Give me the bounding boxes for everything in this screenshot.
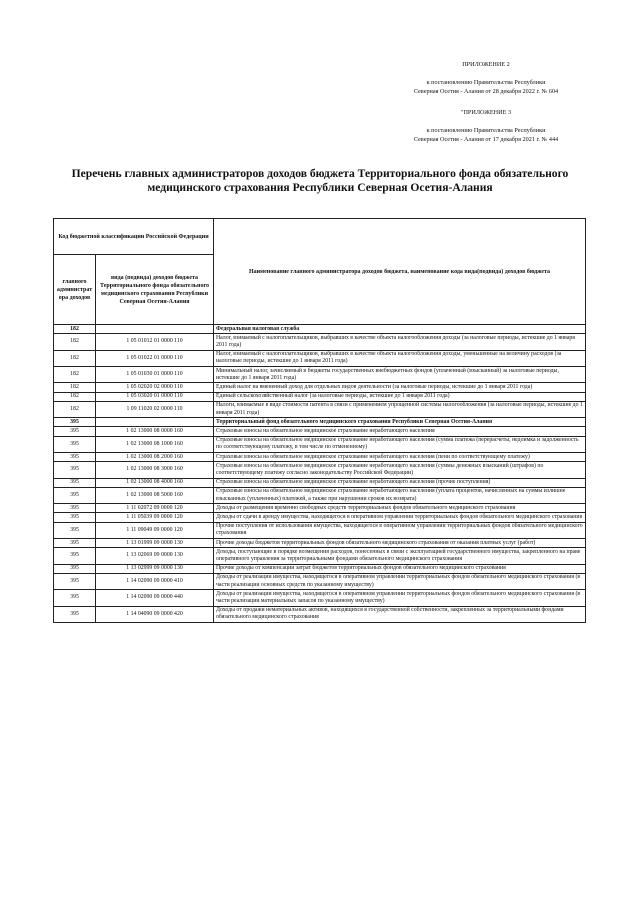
revenue-name-cell: Страховые взносы на обязательное медицинское страхование неработающего населения [214,427,586,436]
admin-code-cell: 395 [54,478,96,487]
table-row [54,392,586,401]
revenue-name-cell: Налог, взимаемый с налогоплательщиков, выбравших в качестве объекта налогообложения доходы (за налоговые периоды, истекшие до 1 января 2011 года) [214,334,586,350]
revenue-code-cell: 1 09 11020 02 0000 110 [96,401,214,417]
table-row [54,350,586,366]
admin-code-cell: 395 [54,504,96,513]
admin-code-cell: 182 [54,367,96,383]
table-row [54,590,586,606]
table-row [54,401,586,417]
appendix-2-line-1: к постановлению Правительства Республики [426,79,546,86]
admin-code-cell: 395 [54,522,96,538]
revenue-name-cell: Территориальный фонд обязательного медицинского страхования Республики Северная Осетия-Алания [214,418,586,427]
document-title-line-2: медицинского страхования Республики Северная Осетия-Алания [147,181,493,194]
administrators-table [53,218,586,623]
revenue-code-cell: 1 13 02999 09 0000 130 [96,564,214,573]
table-body [54,325,586,623]
admin-code-cell: 182 [54,350,96,366]
revenue-code-cell [96,325,214,334]
revenue-name-cell: Страховые взносы на обязательное медицинское страхование неработающего населения (сумма платежа (перерасчеты, недоимка и задолженность по соответствующему платежу, в том числе по отмененному) [214,436,586,452]
admin-code-cell: 395 [54,606,96,622]
revenue-code-cell: 1 05 03020 01 0000 110 [96,392,214,401]
revenue-name-cell: Прочие поступления от использования имущества, находящегося в оперативном управлении территориальных фондов обязательного медицинского страхования [214,522,586,538]
admin-code-cell: 395 [54,453,96,462]
admin-code-cell: 182 [54,325,96,334]
table-row [54,453,586,462]
revenue-name-cell: Прочие доходы от компенсации затрат бюджетов территориальных фондов обязательного медицинского страхования [214,564,586,573]
appendix-3-block [376,108,596,144]
revenue-code-cell: 1 14 02090 09 0000 440 [96,590,214,606]
admin-code-cell: 182 [54,334,96,350]
table-row [54,334,586,350]
table-row [54,573,586,589]
revenue-name-cell: Единый налог на вмененный доход для отдельных видов деятельности (за налоговые периоды, истекшие до 1 января 2011 года) [214,383,586,392]
revenue-name-cell: Страховые взносы на обязательное медицинское страхование неработающего населения (суммы денежных взысканий (штрафов) по соответствующему платежу согласно законодательству Российской Федерации) [214,462,586,478]
revenue-name-cell: Единый сельскохозяйственный налог (за налоговые периоды, истекшие до 1 января 2011 года) [214,392,586,401]
table-row [54,487,586,503]
header-admin-column: главного администрат ора доходов [54,255,96,325]
header-bcc-group: Код бюджетной классификации Российской Федерации [54,219,214,255]
revenue-name-cell: Доходы от сдачи в аренду имущества, находящегося в оперативном управлении территориальных фондов обязательного медицинского страхования [214,513,586,522]
revenue-name-cell: Федеральная налоговая служба [214,325,586,334]
revenue-name-cell: Минимальный налог, зачисляемый в бюджеты государственных внебюджетных фондов (уплаченный (взысканный) за налоговые периоды, истекшие до 1 января 2011 года) [214,367,586,383]
table-row [54,513,586,522]
admin-code-cell: 182 [54,383,96,392]
table-row [54,325,586,334]
revenue-name-cell: Доходы, поступающие в порядке возмещения расходов, понесенных в связи с эксплуатацией государственного имущества, закрепленного на праве оперативного управления за территориальными фондами обязательного медицинского страхования [214,548,586,564]
revenue-code-cell: 1 05 01022 01 0000 110 [96,350,214,366]
revenue-name-cell: Страховые взносы на обязательное медицинское страхование неработающего населения (прочие поступления) [214,478,586,487]
table-row [54,539,586,548]
revenue-code-cell: 1 14 02090 09 0000 410 [96,573,214,589]
table-row [54,478,586,487]
table-row [54,548,586,564]
admin-code-cell: 395 [54,436,96,452]
admin-code-cell: 395 [54,590,96,606]
header-name-column: Наименование главного администратора доходов бюджета, наименование кода вида(подвида) доходов бюджета [214,219,586,325]
admin-code-cell: 395 [54,427,96,436]
revenue-code-cell: 1 13 02069 09 0000 130 [96,548,214,564]
admin-code-cell: 395 [54,573,96,589]
table-row [54,383,586,392]
revenue-code-cell: 1 02 13000 08 5000 160 [96,487,214,503]
revenue-code-cell: 1 05 02020 02 0000 110 [96,383,214,392]
revenue-name-cell: Доходы от размещения временно свободных средств территориальных фондов обязательного медицинского страхования [214,504,586,513]
revenue-name-cell: Налоги, взимаемые в виде стоимости патента в связи с применением упрощенной системы налогообложения (за налоговые периоды, истекшие до 1 января 2011 года) [214,401,586,417]
appendix-2-block [376,60,596,96]
table-row [54,427,586,436]
appendix-3-title: "ПРИЛОЖЕНИЕ 3 [460,109,512,116]
admin-code-cell: 395 [54,548,96,564]
revenue-name-cell: Доходы от продажи нематериальных активов, находящихся в государственной собственности, закрепленных за территориальными фондами обязательного медицинского страхования [214,606,586,622]
revenue-code-cell: 1 02 13000 08 4000 160 [96,478,214,487]
revenue-code-cell: 1 13 01999 09 0000 130 [96,539,214,548]
revenue-code-cell: 1 05 01030 01 0000 110 [96,367,214,383]
revenue-name-cell: Страховые взносы на обязательное медицинское страхование неработающего населения (пени по соответствующему платежу) [214,453,586,462]
revenue-code-cell: 1 02 13000 08 0000 160 [96,427,214,436]
revenue-name-cell: Налог, взимаемый с налогоплательщиков, выбравших в качестве объекта налогообложения доходы, уменьшенные на величину расходов (за налоговые периоды, истекшие до 1 января 2011 года) [214,350,586,366]
revenue-code-cell: 1 11 09049 09 0000 120 [96,522,214,538]
table-row [54,462,586,478]
revenue-code-cell: 1 11 05039 09 0000 120 [96,513,214,522]
revenue-code-cell: 1 14 04090 09 0000 420 [96,606,214,622]
revenue-code-cell: 1 02 13000 08 2000 160 [96,453,214,462]
table-row [54,418,586,427]
revenue-name-cell: Доходы от реализации имущества, находящегося в оперативном управлении территориальных фондов обязательного медицинского страхования (в части реализации материальных запасов по указанному имуществу) [214,590,586,606]
revenue-name-cell: Доходы от реализации имущества, находящегося в оперативном управлении территориальных фондов обязательного медицинского страхования (в части реализации основных средств по указанному имуществу) [214,573,586,589]
revenue-name-cell: Прочие доходы бюджетов территориальных фондов обязательного медицинского страхования от оказания платных услуг (работ) [214,539,586,548]
revenue-code-cell: 1 02 13000 08 1000 160 [96,436,214,452]
document-title-line-1: Перечень главных администраторов доходов бюджета Территориального фонда обязательного [71,167,569,180]
admin-code-cell: 182 [54,392,96,401]
table-row [54,564,586,573]
header-code-column: вида (подвида) доходов бюджета Территориального фонда обязательного медицинского страхования Республики Северная Осетия-Алания [96,255,214,325]
appendix-2-line-2: Северная Осетия - Алания от 28 декабря 2022 г. № 604 [413,88,559,95]
admin-code-cell: 395 [54,418,96,427]
admin-code-cell: 395 [54,487,96,503]
admin-code-cell: 395 [54,513,96,522]
admin-code-cell: 395 [54,564,96,573]
table-row [54,504,586,513]
admin-code-cell: 395 [54,539,96,548]
revenue-code-cell: 1 02 13000 08 3000 160 [96,462,214,478]
revenue-code-cell: 1 05 01012 01 0000 110 [96,334,214,350]
table-row [54,436,586,452]
revenue-code-cell [96,418,214,427]
document-title [60,167,580,195]
revenue-name-cell: Страховые взносы на обязательное медицинское страхование неработающего населения (уплата процентов, начисленных на суммы излишне взысканных (уплаченных) платежей, а также при нарушении сроков их возврата) [214,487,586,503]
admin-code-cell: 395 [54,462,96,478]
admin-code-cell: 182 [54,401,96,417]
table-row [54,606,586,622]
appendix-3-line-2: Северная Осетия - Алания от 17 декабря 2021 г. № 444 [413,136,559,143]
table-row [54,367,586,383]
appendix-3-line-1: к постановлению Правительства Республики [426,127,546,134]
table-row [54,522,586,538]
revenue-code-cell: 1 11 02072 09 0000 120 [96,504,214,513]
appendix-2-title: ПРИЛОЖЕНИЕ 2 [462,61,510,68]
